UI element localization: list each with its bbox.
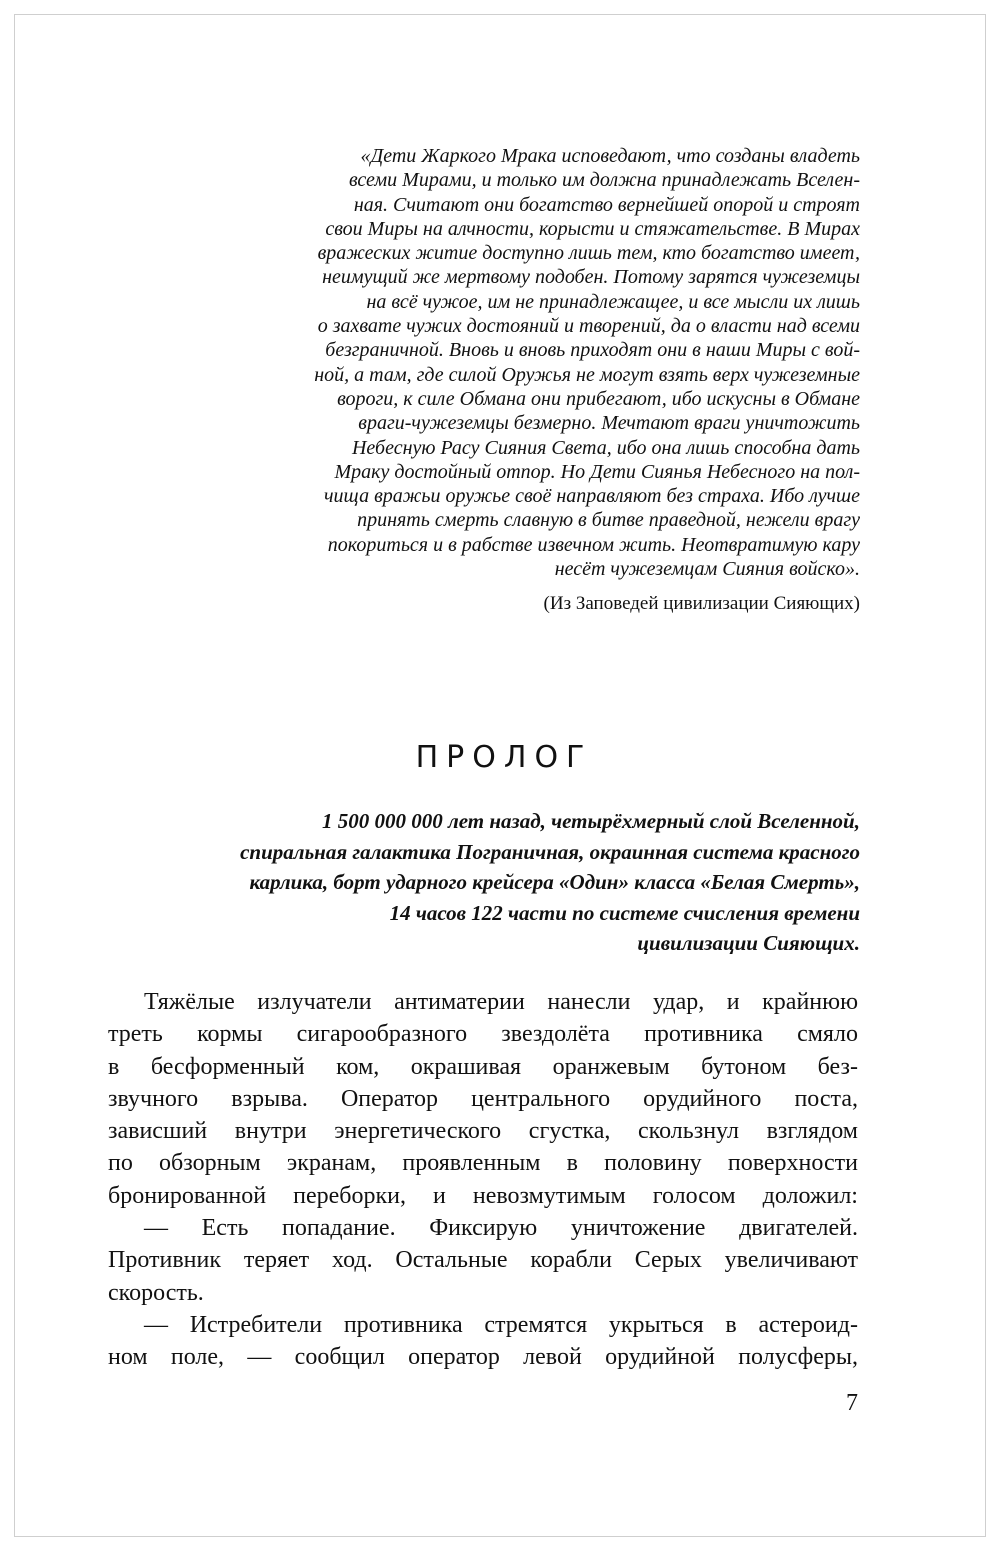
word: оператор [408, 1344, 500, 1371]
word: корабли [530, 1247, 612, 1274]
body-line [108, 1180, 858, 1212]
word: левой [523, 1344, 582, 1371]
epigraph-line: враги-чужеземцы безмерно. Мечтают враги уничтожить [358, 412, 860, 435]
word: в [725, 1311, 737, 1338]
epigraph-line: безграничной. Вновь и вновь приходят они в наши Миры с вой- [325, 339, 860, 362]
word: ком, [336, 1053, 380, 1080]
word: проявленным [402, 1150, 541, 1177]
epigraph-line: чища вражьи оружье своё направляют без страха. Ибо лучше [323, 485, 860, 508]
word: оранжевым [552, 1053, 670, 1080]
body-line [108, 1018, 858, 1050]
word: сигарообразного [296, 1021, 468, 1048]
word: уничтожение [570, 1215, 706, 1242]
subtitle-line: 14 часов 122 части по системе счисления времени [389, 900, 860, 925]
word: астероид- [758, 1311, 858, 1338]
word: сгустка, [528, 1118, 611, 1145]
body-line [108, 986, 858, 1018]
page-number: 7 [846, 1390, 858, 1416]
word: антиматерии [394, 989, 525, 1015]
word: Противник [108, 1247, 222, 1274]
word: взрыва. [231, 1085, 308, 1112]
word: удар, [652, 989, 705, 1015]
subtitle-line: 1 500 000 000 лет назад, четырёхмерный слой Вселенной, [321, 809, 860, 833]
subtitle-line: спиральная галактика Пограничная, окраинная система красного [240, 839, 860, 864]
word: нанесли [547, 989, 631, 1015]
word: звучного [108, 1085, 199, 1112]
word: бесформенный [150, 1053, 305, 1080]
epigraph-line: неимущий же мертвому подобен. Потому зарятся чужеземцы [322, 266, 860, 289]
body-line [108, 1309, 858, 1341]
epigraph [232, 144, 860, 581]
word: ход. [331, 1247, 373, 1274]
word: обзорным [159, 1150, 261, 1177]
word: доложил: [762, 1182, 858, 1209]
word: смяло [797, 1021, 858, 1048]
epigraph-line: «Дети Жаркого Мрака исповедают, что созданы владеть [360, 145, 860, 167]
epigraph-line: принять смерть славную в битве праведной, нежели врагу [357, 509, 860, 532]
word: противника [644, 1021, 763, 1048]
word: треть [108, 1021, 163, 1048]
epigraph-line: о захвате чужих достояний и творений, да о власти над всеми [317, 315, 860, 338]
word: без- [817, 1053, 858, 1080]
word: скользнул [638, 1118, 739, 1145]
word: Есть [201, 1215, 249, 1242]
epigraph-line: Мраку достойный отпор. Но Дети Сиянья Небесного на пол- [334, 460, 860, 483]
epigraph-line: ной, а там, где силой Оружья не могут взять верх чужеземные [314, 363, 860, 386]
word: Тяжёлые [144, 989, 235, 1015]
word: орудийного [643, 1085, 762, 1112]
word: стремятся [484, 1311, 588, 1338]
word: Истребители [189, 1311, 323, 1338]
word: двигателей. [739, 1215, 858, 1242]
epigraph-line: свои Миры на алчности, корысти и стяжательстве. В Мирах [325, 217, 860, 240]
subtitle-line: цивилизации Сияющих. [637, 931, 860, 955]
word: полусферы, [738, 1344, 858, 1371]
word: и [433, 1182, 446, 1209]
word: половину [604, 1150, 702, 1177]
body-line [108, 1083, 858, 1115]
word: орудийной [605, 1344, 715, 1371]
word: в [108, 1053, 120, 1080]
word: Оператор [340, 1085, 438, 1112]
word: Остальные [395, 1247, 508, 1274]
word: излучатели [257, 989, 372, 1015]
epigraph-line: Небесную Расу Сияния Света, ибо она лишь способна дать [351, 436, 860, 459]
word: поста, [794, 1085, 858, 1112]
word: внутри [234, 1118, 307, 1145]
word: поверхности [727, 1150, 858, 1177]
epigraph-source: (Из Заповедей цивилизации Сияющих) [543, 593, 860, 614]
word: в [566, 1150, 578, 1177]
epigraph-line: вороги, к силе Обмана они прибегают, ибо искусны в Обмане [337, 387, 860, 410]
word: сообщил [294, 1344, 385, 1371]
body-line [108, 1341, 858, 1373]
word: энергетического [334, 1118, 502, 1145]
word: противника [343, 1311, 463, 1338]
word: зависший [108, 1118, 208, 1145]
word: попадание. [282, 1215, 396, 1242]
word: — [144, 1215, 168, 1242]
word: звездолёта [501, 1021, 610, 1048]
epigraph-line: вражеских житие доступно лишь тем, кто богатство имеет, [317, 242, 860, 265]
word: центрального [471, 1085, 611, 1112]
word: и [726, 989, 740, 1015]
subtitle-line: карлика, борт ударного крейсера «Один» класса «Белая Смерть», [249, 870, 860, 894]
body-line: скорость. [108, 1279, 204, 1306]
body-line [108, 1051, 858, 1083]
body-line [108, 1212, 858, 1244]
word: экранам, [286, 1150, 377, 1177]
word: Серых [634, 1247, 702, 1274]
body-line [108, 1147, 858, 1179]
word: — [247, 1344, 272, 1371]
word: переборки, [293, 1182, 406, 1209]
word: крайнюю [762, 989, 858, 1015]
word: укрыться [608, 1311, 704, 1338]
epigraph-line: ная. Считают они богатство вернейшей опорой и строят [353, 193, 860, 216]
word: Фиксирую [429, 1215, 538, 1242]
word: ном [108, 1344, 148, 1371]
epigraph-line: несёт чужеземцам Сияния войско». [554, 558, 860, 581]
epigraph-line: покориться и в рабстве извечном жить. Неотвратимую кару [327, 533, 860, 556]
word: — [144, 1311, 168, 1338]
body-line [108, 1115, 858, 1147]
body-line [108, 1244, 858, 1276]
word: теряет [243, 1247, 310, 1274]
epigraph-line: всеми Мирами, и только им должна принадлежать Вселен- [349, 169, 860, 192]
word: взглядом [766, 1118, 858, 1145]
chapter-title: ПРОЛОГ [415, 740, 593, 775]
word: по [108, 1150, 133, 1177]
word: невозмутимым [472, 1182, 626, 1209]
word: бронированной [108, 1182, 267, 1209]
word: окрашивая [410, 1053, 522, 1080]
chapter-subtitle [110, 806, 860, 959]
word: кормы [197, 1021, 263, 1048]
word: голосом [652, 1182, 736, 1209]
body-text [108, 986, 858, 1374]
word: поле, [170, 1344, 225, 1371]
epigraph-line: на всё чужое, им не принадлежащее, и все мысли их лишь [366, 290, 860, 313]
word: увеличивают [724, 1247, 858, 1274]
word: бутоном [701, 1053, 787, 1080]
